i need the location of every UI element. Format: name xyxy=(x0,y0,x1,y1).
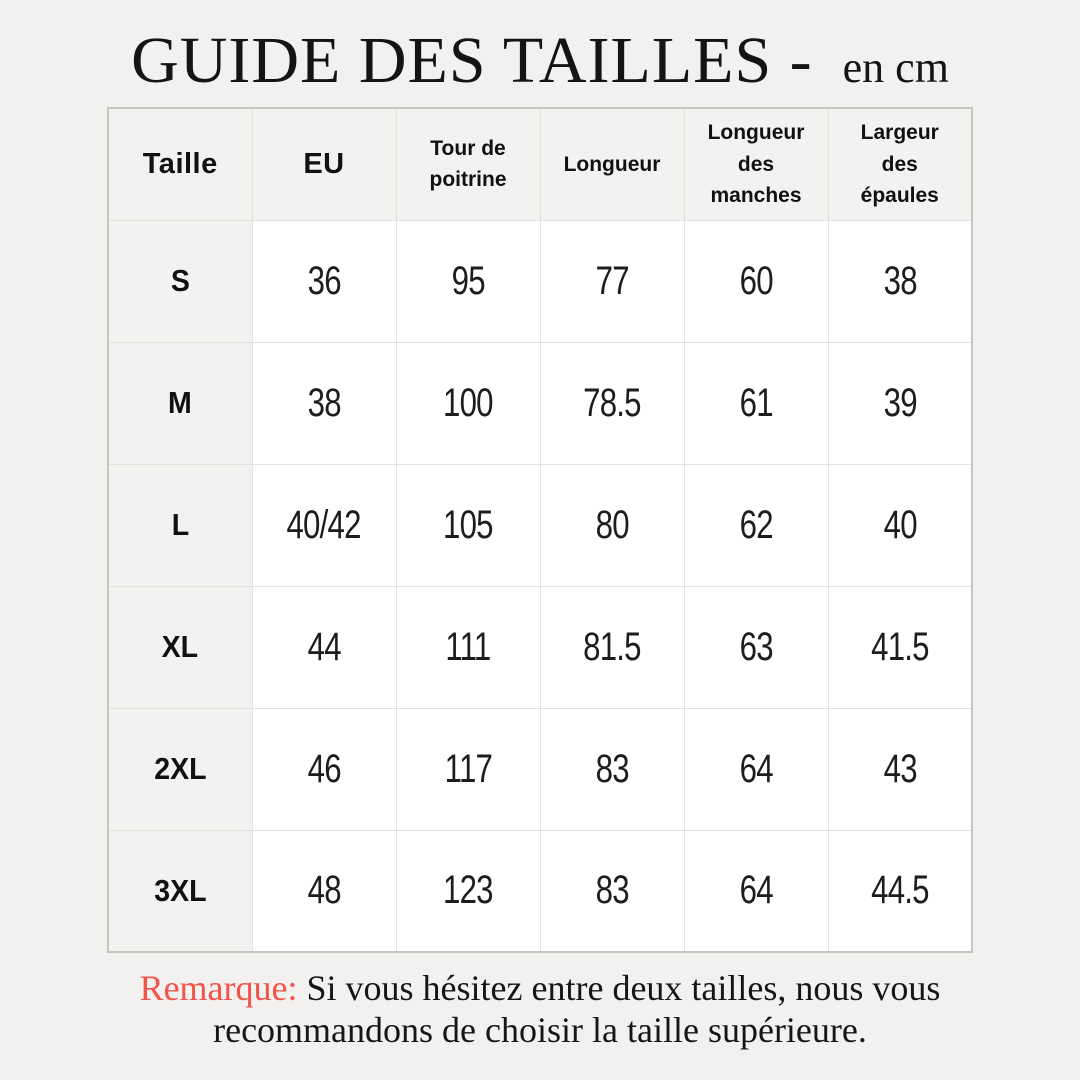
size-label: XL xyxy=(162,629,199,664)
table-cell xyxy=(540,220,684,342)
column-header-eu: EU xyxy=(252,108,396,220)
table-cell xyxy=(828,586,972,708)
size-label: 2XL xyxy=(154,751,207,786)
column-header-largeur-des-epaules: Largeur des épaules xyxy=(828,108,972,220)
column-header-taille: Taille xyxy=(108,108,252,220)
column-header-longueur: Longueur xyxy=(540,108,684,220)
cell-value: 105 xyxy=(443,502,493,547)
table-row-2xl xyxy=(108,708,972,830)
cell-value: 80 xyxy=(595,502,629,547)
cell-value: 77 xyxy=(595,258,629,303)
cell-value: 62 xyxy=(739,502,773,547)
cell-value: 44 xyxy=(307,624,341,669)
table-cell xyxy=(684,220,828,342)
cell-value: 95 xyxy=(451,258,485,303)
row-header-size xyxy=(108,830,252,952)
table-row-l xyxy=(108,464,972,586)
table-cell xyxy=(396,586,540,708)
column-header-longueur-des-manches: Longueur des manches xyxy=(684,108,828,220)
size-label: 3XL xyxy=(154,872,207,908)
table-row-xl xyxy=(108,586,972,708)
cell-value: 111 xyxy=(445,624,491,669)
title-unit: en cm xyxy=(842,43,949,92)
table-cell xyxy=(684,586,828,708)
table-cell xyxy=(252,464,396,586)
cell-value: 39 xyxy=(883,380,917,425)
note xyxy=(65,967,1015,1052)
size-label: M xyxy=(168,385,193,420)
cell-value: 64 xyxy=(739,746,773,791)
table-header-row xyxy=(108,108,972,220)
table-cell xyxy=(396,220,540,342)
cell-value: 48 xyxy=(307,868,341,913)
table-cell xyxy=(540,830,684,952)
table-cell xyxy=(540,586,684,708)
table-cell xyxy=(828,708,972,830)
table-cell xyxy=(828,220,972,342)
table-row-m xyxy=(108,342,972,464)
cell-value: 100 xyxy=(443,380,493,425)
table-cell xyxy=(828,830,972,952)
table-cell xyxy=(684,342,828,464)
row-header-size xyxy=(108,464,252,586)
cell-value: 38 xyxy=(883,258,917,303)
size-table xyxy=(107,107,973,953)
cell-value: 83 xyxy=(595,868,629,913)
table-cell xyxy=(396,830,540,952)
table-cell xyxy=(828,342,972,464)
table-cell xyxy=(684,708,828,830)
table-cell xyxy=(540,342,684,464)
row-header-size xyxy=(108,586,252,708)
table-cell xyxy=(252,708,396,830)
cell-value: 46 xyxy=(307,746,341,791)
table-cell xyxy=(252,220,396,342)
cell-value: 63 xyxy=(739,624,773,669)
page-title xyxy=(0,0,1080,97)
table-cell xyxy=(828,464,972,586)
title-main: GUIDE DES TAILLES - xyxy=(131,24,813,97)
table-cell xyxy=(684,830,828,952)
cell-value: 60 xyxy=(739,258,773,303)
cell-value: 38 xyxy=(307,380,341,425)
cell-value: 123 xyxy=(443,868,493,913)
cell-value: 61 xyxy=(739,380,773,425)
column-header-tour-de-poitrine: Tour de poitrine xyxy=(396,108,540,220)
table-header xyxy=(108,108,972,220)
row-header-size xyxy=(108,220,252,342)
row-header-size xyxy=(108,708,252,830)
cell-value: 40/42 xyxy=(286,502,362,547)
cell-value: 78.5 xyxy=(583,380,641,425)
cell-value: 64 xyxy=(739,868,773,913)
cell-value: 43 xyxy=(883,746,917,791)
size-label: L xyxy=(171,507,189,542)
table-cell xyxy=(540,708,684,830)
cell-value: 81.5 xyxy=(583,624,641,669)
table-cell xyxy=(252,342,396,464)
size-label: S xyxy=(170,263,190,298)
cell-value: 36 xyxy=(307,258,341,303)
table-row-s xyxy=(108,220,972,342)
table-cell xyxy=(540,464,684,586)
table-body xyxy=(108,220,972,952)
cell-value: 83 xyxy=(595,746,629,791)
cell-value: 40 xyxy=(883,502,917,547)
table-cell xyxy=(252,586,396,708)
table-cell xyxy=(396,342,540,464)
row-header-size xyxy=(108,342,252,464)
table-cell xyxy=(396,464,540,586)
note-label: Remarque: xyxy=(139,968,298,1008)
cell-value: 117 xyxy=(444,746,492,791)
table-cell xyxy=(684,464,828,586)
note-text: Si vous hésitez entre deux tailles, nous vous recommandons de choisir la taille supérieure. xyxy=(213,968,941,1051)
table-cell xyxy=(252,830,396,952)
cell-value: 44.5 xyxy=(870,868,929,913)
table-cell xyxy=(396,708,540,830)
cell-value: 41.5 xyxy=(870,624,929,669)
table-row-3xl xyxy=(108,830,972,952)
